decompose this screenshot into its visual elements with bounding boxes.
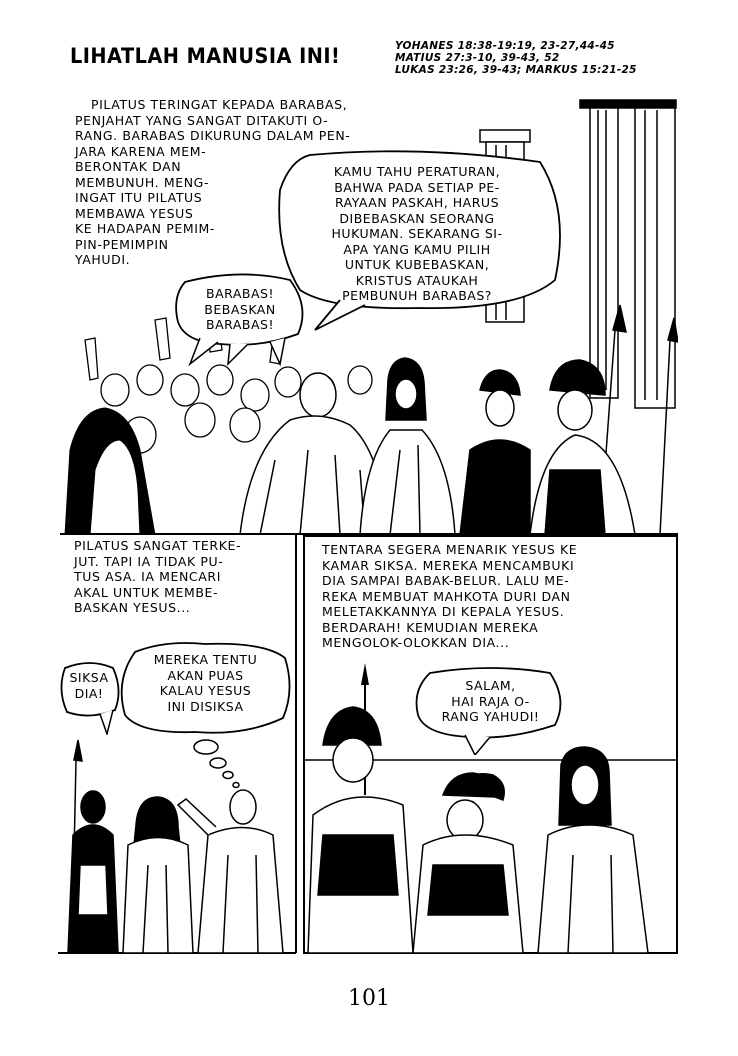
panel2-caption [74, 538, 241, 616]
speech-line: HAI RAJA O- [451, 693, 530, 709]
caption-line: MENGOLOK-OLOKKAN DIA... [322, 635, 510, 650]
caption-line: JARA KARENA MEM- [75, 143, 207, 159]
caption-line: PIN-PEMIMPIN [75, 236, 169, 252]
caption-line: PILATUS TERINGAT KEPADA BARABAS, [91, 97, 348, 112]
speech-line: BEBASKAN [204, 301, 276, 317]
soldier-speech [418, 678, 563, 725]
caption-line: REKA MEMBUAT MAHKOTA DURI DAN [322, 588, 571, 604]
caption-line: TUS ASA. IA MENCARI [74, 569, 221, 584]
speech-line: BARABAS! [206, 286, 274, 301]
caption-line: DIA SAMPAI BABAK-BELUR. LALU ME- [322, 573, 570, 588]
speech-line: KRISTUS ATAUKAH [355, 272, 479, 288]
soldier-figure [68, 740, 118, 953]
reference-line: LUKAS 23:26, 39-43; MARKUS 15:21-25 [395, 64, 637, 76]
caption-line: BERDARAH! KEMUDIAN MEREKA [322, 619, 539, 635]
speech-line: KAMU TAHU PERATURAN, [333, 164, 501, 179]
caption-line: BERONTAK DAN [75, 159, 182, 174]
pilate-speech [282, 164, 552, 304]
caption-line: KE HADAPAN PEMIM- [75, 221, 215, 236]
thought-line: MEREKA TENTU [153, 652, 258, 667]
speech-line: PEMBUNUH BARABAS? [342, 288, 492, 303]
thought-line: AKAN PUAS [167, 667, 244, 683]
jesus-figure [123, 797, 193, 953]
speech-line: SIKSA [69, 670, 109, 685]
speech-line: SALAM, [465, 678, 516, 693]
caption-line: PILATUS SANGAT TERKE- [74, 538, 242, 553]
speech-line: RAYAAN PASKAH, HARUS [334, 195, 500, 210]
caption-line: AKAL UNTUK MEMBE- [74, 584, 219, 600]
speech-line: HUKUMAN. SEKARANG SI- [331, 226, 503, 241]
caption-line: KAMAR SIKSA. MEREKA MENCAMBUKI [322, 557, 575, 573]
speech-line: DIBEBASKAN SEORANG [339, 210, 495, 226]
scripture-references [395, 40, 637, 76]
caption-line: YAHUDI. [75, 252, 131, 267]
page-number: 101 [348, 986, 390, 1011]
thought-line: KALAU YESUS [159, 683, 252, 698]
panel3-caption [322, 542, 577, 651]
crowd-speech [58, 670, 120, 701]
caption-line: RANG. BARABAS DIKURUNG DALAM PEN- [75, 128, 351, 143]
caption-line: MELETAKKANNYA DI KEPALA YESUS. [322, 604, 565, 619]
page-title: LIHATLAH MANUSIA INI! [70, 44, 341, 68]
caption-line: MEMBAWA YESUS [75, 205, 194, 221]
thought-line: INI DISIKSA [167, 698, 244, 714]
speech-line: BARABAS! [206, 317, 274, 332]
speech-line: DIA! [74, 685, 104, 701]
speech-line: RANG YAHUDI! [441, 709, 540, 724]
reference-line: MATIUS 27:3-10, 39-43, 52 [395, 52, 560, 64]
caption-line: INGAT ITU PILATUS [75, 190, 203, 205]
caption-line: JUT. TAPI IA TIDAK PU- [74, 553, 224, 569]
pilate-figure [178, 790, 283, 953]
caption-line: MEMBUNUH. MENG- [75, 174, 210, 190]
caption-line: TENTARA SEGERA MENARIK YESUS KE [322, 542, 578, 557]
jesus-figure [360, 358, 455, 535]
speech-line: APA YANG KAMU PILIH [343, 241, 491, 257]
jesus-figure [538, 747, 648, 953]
caption-line: PENJAHAT YANG SANGAT DITAKUTI O- [75, 112, 329, 128]
caption-line: BASKAN YESUS... [74, 600, 191, 615]
pilate-thought [128, 652, 283, 714]
speech-line: UNTUK KUBEBASKAN, [344, 257, 490, 272]
speech-line: BAHWA PADA SETIAP PE- [334, 179, 500, 195]
reference-line: YOHANES 18:38-19:19, 23-27,44-45 [395, 40, 615, 52]
crowd-speech [180, 286, 300, 333]
